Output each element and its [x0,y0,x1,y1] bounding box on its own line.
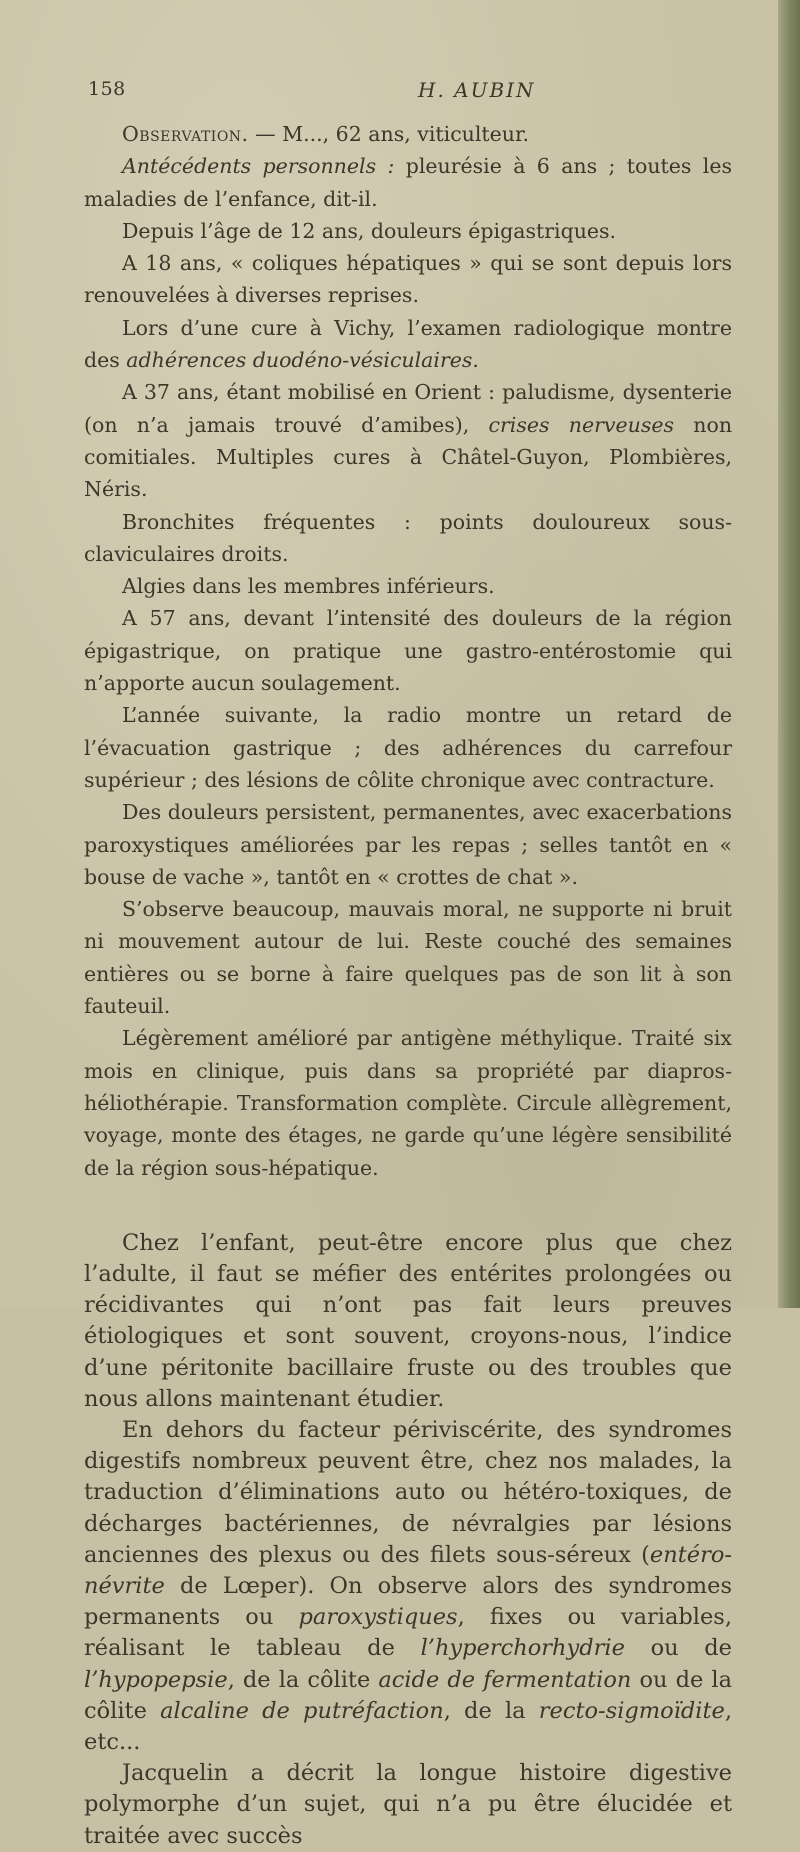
observation-label: Observation. [122,122,249,146]
observation-section [84,118,732,1184]
observation-paragraph: S’observe beaucoup, mauvais moral, ne supporte ni bruit ni mouvement autour de lui. Reste couché des semaines entières ou se borne à faire quelques pas de son lit à son fauteuil. [84,897,732,1019]
observation-paragraph: Bronchites fréquentes : points douloureux sous-claviculaires droits. [84,509,732,566]
discussion-paragraph: Jacquelin a décrit la longue histoire digestive polymorphe d’un sujet, qui n’a pu être élucidée et traitée avec succès [84,1760,732,1849]
observation-paragraph: A 18 ans, « coliques hépatiques » qui se sont depuis lors renouvelées à diverses reprises. [84,251,732,308]
observation-paragraph: Légèrement amélioré par antigène méthylique. Traité six mois en clinique, puis dans sa propriété par diapros-héliothérapie. Transformation complète. Circule allègrement, voyage, monte des étages, ne garde qu’une légère sensibilité de la région sous-hépatique. [84,1026,732,1180]
page-number: 158 [88,78,126,100]
observation-intro: Observation. — M..., 62 ans, viticulteur. [122,122,530,146]
observation-paragraph: Algies dans les membres inférieurs. [122,574,495,599]
observation-paragraph: Depuis l’âge de 12 ans, douleurs épigastriques. [122,218,617,243]
section-gap [84,1184,732,1228]
observation-paragraph: Antécédents personnels : pleurésie à 6 ans ; toutes les maladies de l’enfance, dit-il. [84,154,732,211]
observation-paragraph: L’année suivante, la radio montre un retard de l’évacuation gastrique ; des adhérences du carrefour supérieur ; des lésions de côlite chronique avec contracture. [84,703,732,792]
page-edge [778,0,800,1308]
page-header [88,78,728,108]
observation-paragraph: A 37 ans, étant mobilisé en Orient : paludisme, dysenterie (on n’a jamais trouvé d’amibes), crises nerveuses non comitiales. Multiples cures à Châtel-Guyon, Plombières, Néris. [84,380,733,502]
body-text [84,118,732,1852]
observation-paragraph: Lors d’une cure à Vichy, l’examen radiologique montre des adhérences duodéno-vésiculaires. [84,315,732,373]
discussion-paragraph: En dehors du facteur périviscérite, des syndromes digestifs nombreux peuvent être, chez nos malades, la traduction d’éliminations auto ou hétéro-toxiques, de décharges bactériennes, de névralgies par lésions anciennes des plexus ou des filets sous-séreux (entéro-névrite de Lœper). On observe alors des syndromes permanents ou paroxystiques, fixes ou variables, réalisant le tableau de l’hyperchorhydrie ou de l’hypopepsie, de la côlite acide de fermentation ou de la côlite alcaline de putréfaction, de la recto-sigmoïdite, etc... [84,1417,733,1756]
discussion-paragraph: Chez l’enfant, peut-être encore plus que chez l’adulte, il faut se méfier des entérites prolongées ou récidivantes qui n’ont pas fait leurs preuves étiologiques et sont souvent, croyons-nous, l’indice d’une péritonite bacillaire fruste ou des troubles que nous allons maintenant étudier. [84,1229,732,1412]
observation-paragraph: A 57 ans, devant l’intensité des douleurs de la région épigastrique, on pratique une gastro-entérostomie qui n’apporte aucun soulagement. [84,606,732,696]
observation-paragraph: Des douleurs persistent, permanentes, avec exacerbations paroxystiques améliorées par les repas ; selles tantôt en « bouse de vache », tantôt en « crottes de chat ». [84,800,732,889]
running-head: H. AUBIN [418,78,536,102]
discussion-section [84,1228,732,1852]
